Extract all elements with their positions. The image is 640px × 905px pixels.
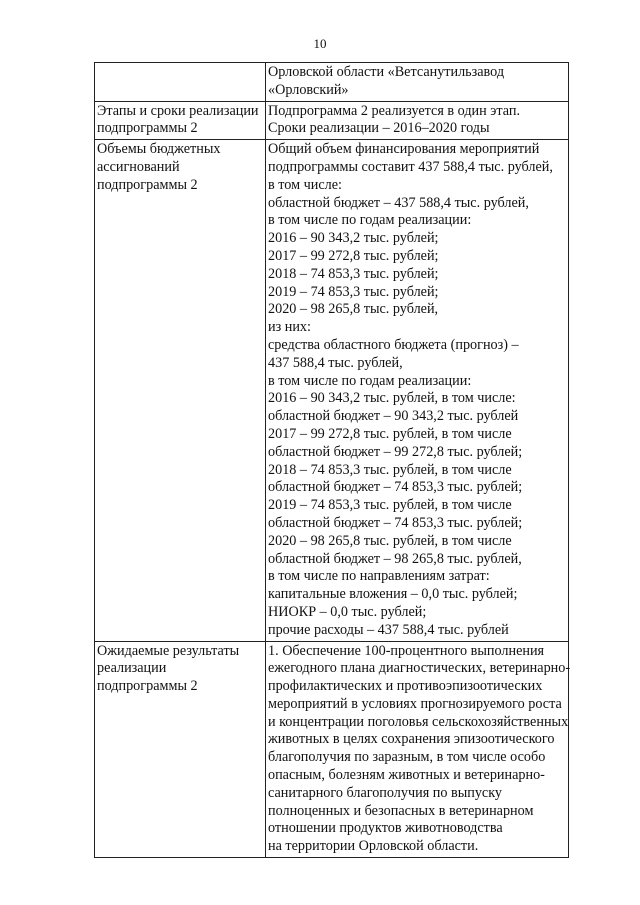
cell-text-line: мероприятий в условиях прогнозируемого роста — [268, 695, 562, 712]
cell-text-line: в том числе: — [268, 176, 342, 193]
cell-text-line: Ожидаемые результаты — [97, 642, 240, 659]
cell-text-line: и концентрации поголовья сельскохозяйственных — [268, 713, 569, 730]
cell-text-line: на территории Орловской области. — [268, 838, 479, 855]
cell-text-line: санитарного благополучия по выпуску — [268, 784, 503, 801]
cell-text-line: 2016 – 90 343,2 тыс. рублей, в том числе: — [268, 390, 516, 407]
cell-text-line: 2018 – 74 853,3 тыс. рублей, в том числе — [268, 461, 512, 478]
cell-text-line: областной бюджет – 437 588,4 тыс. рублей, — [268, 194, 529, 211]
row-label-cell — [95, 140, 266, 641]
cell-text-line: реализации — [97, 660, 167, 677]
cell-text-line: 2018 – 74 853,3 тыс. рублей; — [268, 265, 439, 282]
cell-text-line: Этапы и сроки реализации — [97, 102, 259, 119]
row-value-cell — [266, 140, 569, 641]
cell-text-line: опасным, болезням животных и ветеринарно- — [268, 767, 545, 784]
cell-text-line: в том числе по годам реализации: — [268, 212, 472, 229]
cell-text-line: ассигнований — [97, 158, 180, 175]
cell-text-line: средства областного бюджета (прогноз) – — [268, 336, 519, 353]
cell-text-line: подпрограммы 2 — [97, 678, 198, 695]
table-row-org — [95, 63, 569, 102]
cell-text-line: 2017 – 99 272,8 тыс. рублей; — [268, 247, 439, 264]
cell-text-line: областной бюджет – 99 272,8 тыс. рублей; — [268, 443, 523, 460]
cell-text-line: животных в целях сохранения эпизоотического — [268, 731, 555, 748]
page-number: 10 — [313, 36, 327, 51]
table-row-results — [95, 641, 569, 858]
cell-text-line: подпрограммы составит 437 588,4 тыс. рублей, — [268, 158, 553, 175]
cell-text-line: прочие расходы – 437 588,4 тыс. рублей — [268, 621, 509, 638]
cell-text-line: подпрограммы 2 — [97, 120, 198, 137]
table-row-stages — [95, 101, 569, 140]
row-label-cell — [95, 641, 266, 858]
table-body — [95, 63, 569, 858]
cell-text-line: 2019 – 74 853,3 тыс. рублей, в том числе — [268, 497, 512, 514]
cell-text-line: благополучия по заразным, в том числе особо — [268, 749, 546, 766]
cell-text-line: капитальные вложения – 0,0 тыс. рублей; — [268, 586, 518, 603]
cell-text-line: 2019 – 74 853,3 тыс. рублей; — [268, 283, 439, 300]
cell-text-line: полноценных и безопасных в ветеринарном — [268, 802, 534, 819]
cell-text-line: 2016 – 90 343,2 тыс. рублей; — [268, 230, 439, 247]
cell-text-line: НИОКР – 0,0 тыс. рублей; — [268, 603, 427, 620]
cell-text-line: 2017 – 99 272,8 тыс. рублей, в том числе — [268, 425, 512, 442]
row-value-cell — [266, 641, 569, 858]
cell-text-line: профилактических и противоэпизоотических — [268, 678, 543, 695]
cell-text-line: «Орловский» — [268, 81, 349, 98]
cell-text-line: Подпрограмма 2 реализуется в один этап. — [268, 102, 520, 119]
passport-table — [94, 62, 569, 858]
cell-text-line: Сроки реализации – 2016–2020 годы — [268, 120, 490, 137]
cell-text-line: областной бюджет – 74 853,3 тыс. рублей; — [268, 479, 523, 496]
cell-text-line: ежегодного плана диагностических, ветеринарно- — [268, 660, 571, 677]
cell-text-line: в том числе по годам реализации: — [268, 372, 472, 389]
cell-text-line: 2020 – 98 265,8 тыс. рублей, в том числе — [268, 532, 512, 549]
row-label-cell — [95, 101, 266, 140]
row-value-cell — [266, 101, 569, 140]
cell-text-line: 2020 – 98 265,8 тыс. рублей, — [268, 301, 439, 318]
cell-text-line: областной бюджет – 90 343,2 тыс. рублей — [268, 408, 519, 425]
cell-text-line: Орловской области «Ветсанутильзавод — [268, 64, 505, 80]
cell-text-line: 437 588,4 тыс. рублей, — [268, 354, 403, 371]
cell-text-line: отношении продуктов животноводства — [268, 820, 503, 837]
cell-text-line: областной бюджет – 74 853,3 тыс. рублей; — [268, 514, 523, 531]
cell-text-line: Объемы бюджетных — [97, 141, 221, 158]
cell-text-line: из них: — [268, 319, 311, 336]
cell-text-line: 1. Обеспечение 100-процентного выполнения — [268, 642, 545, 659]
row-label-cell — [95, 63, 266, 102]
row-value-cell — [266, 63, 569, 102]
cell-text-line: Общий объем финансирования мероприятий — [268, 141, 540, 158]
cell-text-line: подпрограммы 2 — [97, 176, 198, 193]
cell-text-line: в том числе по направлениям затрат: — [268, 568, 490, 585]
cell-text-line: областной бюджет – 98 265,8 тыс. рублей, — [268, 550, 522, 567]
table-row-budget — [95, 140, 569, 641]
